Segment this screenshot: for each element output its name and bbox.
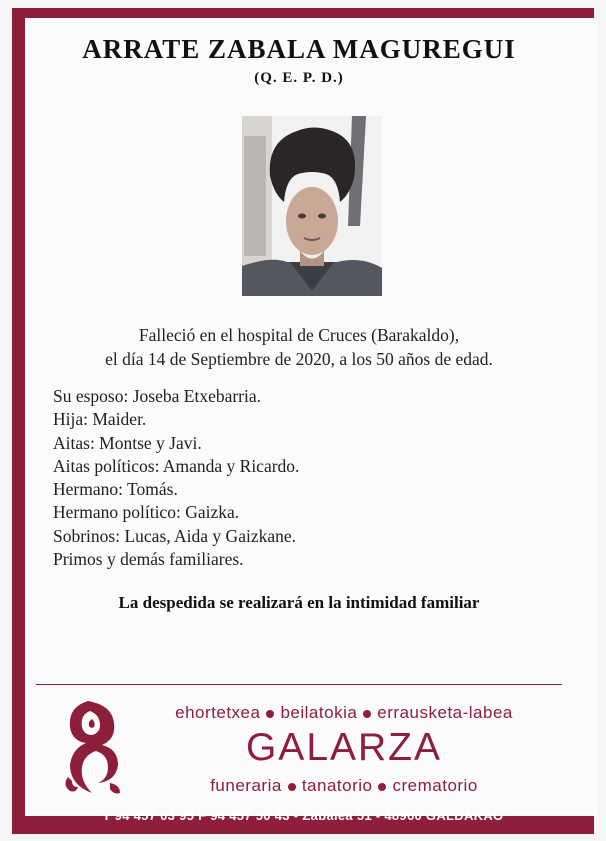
family-list	[53, 385, 299, 571]
family-line: Primos y demás familiares.	[53, 549, 244, 570]
service-label: tanatorio	[301, 776, 373, 795]
death-notice-line-2: el día 14 de Septiembre de 2020, a los 50 años de edad.	[105, 349, 493, 369]
death-notice	[13, 323, 585, 371]
family-line: Aitas políticos: Amanda y Ricardo.	[53, 455, 300, 476]
farewell-note: La despedida se realizará en la intimidad familiar	[118, 593, 480, 612]
service-label: beilatokia	[280, 703, 358, 722]
bullet-icon	[266, 710, 274, 718]
services-basque	[128, 703, 560, 723]
services-spanish	[128, 776, 560, 796]
divider	[36, 684, 562, 685]
funeral-home-brand: GALARZA	[245, 726, 443, 769]
family-line: Aitas: Montse y Javi.	[53, 432, 202, 453]
family-line: Hermano: Tomás.	[53, 479, 178, 500]
service-label: funeraria	[210, 776, 282, 795]
family-line: Hermano político: Gaizka.	[53, 502, 240, 523]
bullet-icon	[378, 783, 386, 791]
bullet-icon	[363, 710, 371, 718]
family-line: Su esposo: Joseba Etxebarria.	[53, 386, 262, 406]
portrait-photo-icon	[242, 116, 382, 296]
ornamental-scroll-logo-icon	[58, 697, 128, 797]
portrait-photo	[242, 116, 382, 296]
qepd-label: (Q. E. P. D.)	[254, 70, 344, 86]
contact-footer: T 94 457 03 95 F 94 457 50 43 • Zabalea 51 - 48960 GALDAKAO	[102, 808, 504, 823]
death-notice-line-1: Falleció en el hospital de Cruces (Barakaldo),	[138, 325, 460, 345]
bullet-icon	[288, 783, 296, 791]
family-line: Hija: Maider.	[53, 409, 147, 430]
service-label: ehortetxea	[175, 703, 261, 722]
service-label: crematorio	[392, 776, 478, 795]
deceased-name: ARRATE ZABALA MAGUREGUI	[82, 34, 516, 64]
service-label: errausketa-labea	[377, 703, 513, 722]
family-line: Sobrinos: Lucas, Aida y Gaizkane.	[53, 525, 297, 546]
